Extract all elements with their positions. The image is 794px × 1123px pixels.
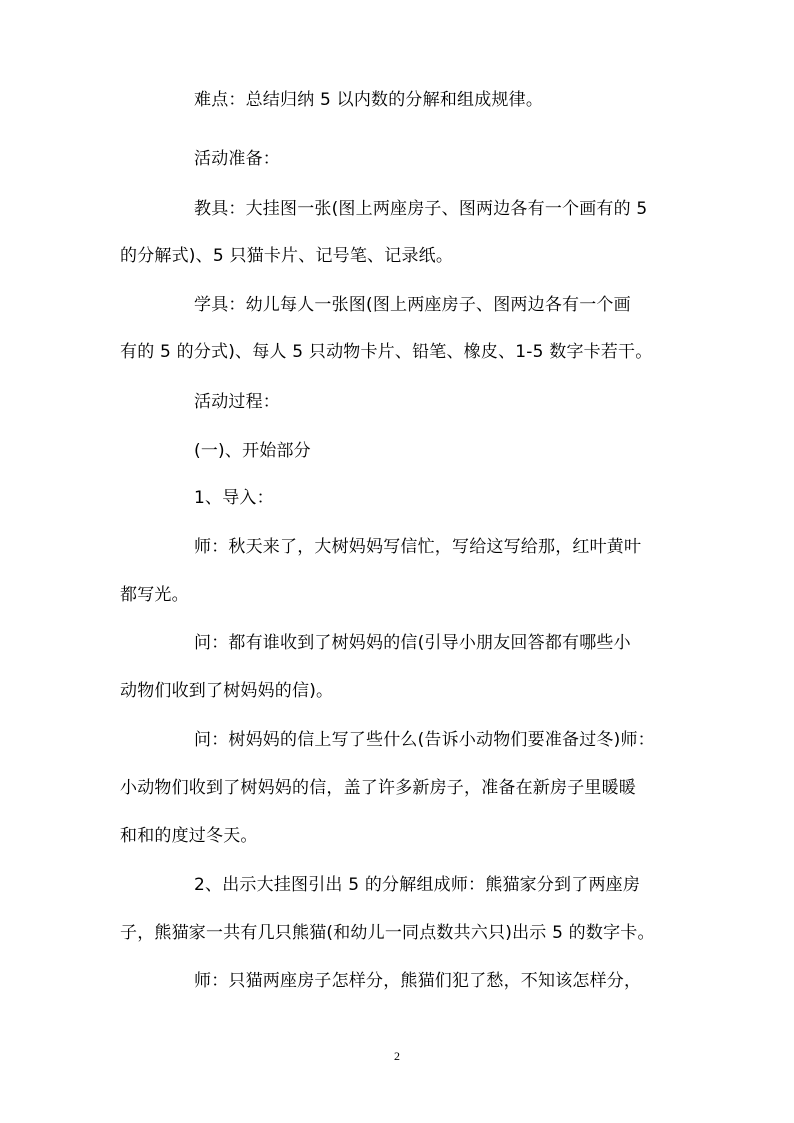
text-line-question-content: 问：树妈妈的信上写了些什么(告诉小动物们要准备过冬)师：	[194, 730, 655, 750]
page-number: 2	[394, 1049, 400, 1063]
text-line-learning-aids-continued: 有的 5 的分式)、每人 5 只动物卡片、铅笔、橡皮、1-5 数字卡若干。	[120, 342, 653, 362]
text-line-process-heading: 活动过程：	[194, 392, 280, 412]
text-line-learning-aids: 学具：幼儿每人一张图(图上两座房子、图两边各有一个画	[194, 295, 631, 315]
text-line-opening-section: (一)、开始部分	[194, 441, 311, 461]
text-line-wall-chart: 2、出示大挂图引出 5 的分解组成师：熊猫家分到了两座房	[194, 875, 641, 895]
text-line-panda-houses: 师：只猫两座房子怎样分，熊猫们犯了愁，不知该怎样分，	[194, 971, 642, 991]
text-line-teaching-aids: 教具：大挂图一张(图上两座房子、图两边各有一个画有的 5	[194, 199, 648, 219]
text-line-new-houses: 小动物们收到了树妈妈的信，盖了许多新房子，准备在新房子里暖暖	[120, 778, 636, 798]
text-line-difficulty: 难点：总结归纳 5 以内数的分解和组成规律。	[194, 90, 544, 110]
text-line-winter: 和和的度过冬天。	[120, 826, 258, 846]
text-line-introduction: 1、导入：	[194, 488, 274, 508]
text-line-teacher-autumn: 师：秋天来了，大树妈妈写信忙，写给这写给那，红叶黄叶	[194, 537, 642, 557]
text-line-teacher-autumn-continued: 都写光。	[120, 585, 189, 605]
text-line-question-letter-continued: 动物们收到了树妈妈的信)。	[120, 681, 334, 701]
text-line-panda-count: 子，熊猫家一共有几只熊猫(和幼儿一同点数共六只)出示 5 的数字卡。	[120, 923, 655, 943]
text-line-preparation-heading: 活动准备：	[194, 149, 280, 169]
text-line-teaching-aids-continued: 的分解式)、5 只猫卡片、记号笔、记录纸。	[120, 246, 454, 266]
text-line-question-letter: 问：都有谁收到了树妈妈的信(引导小朋友回答都有哪些小	[194, 633, 631, 653]
